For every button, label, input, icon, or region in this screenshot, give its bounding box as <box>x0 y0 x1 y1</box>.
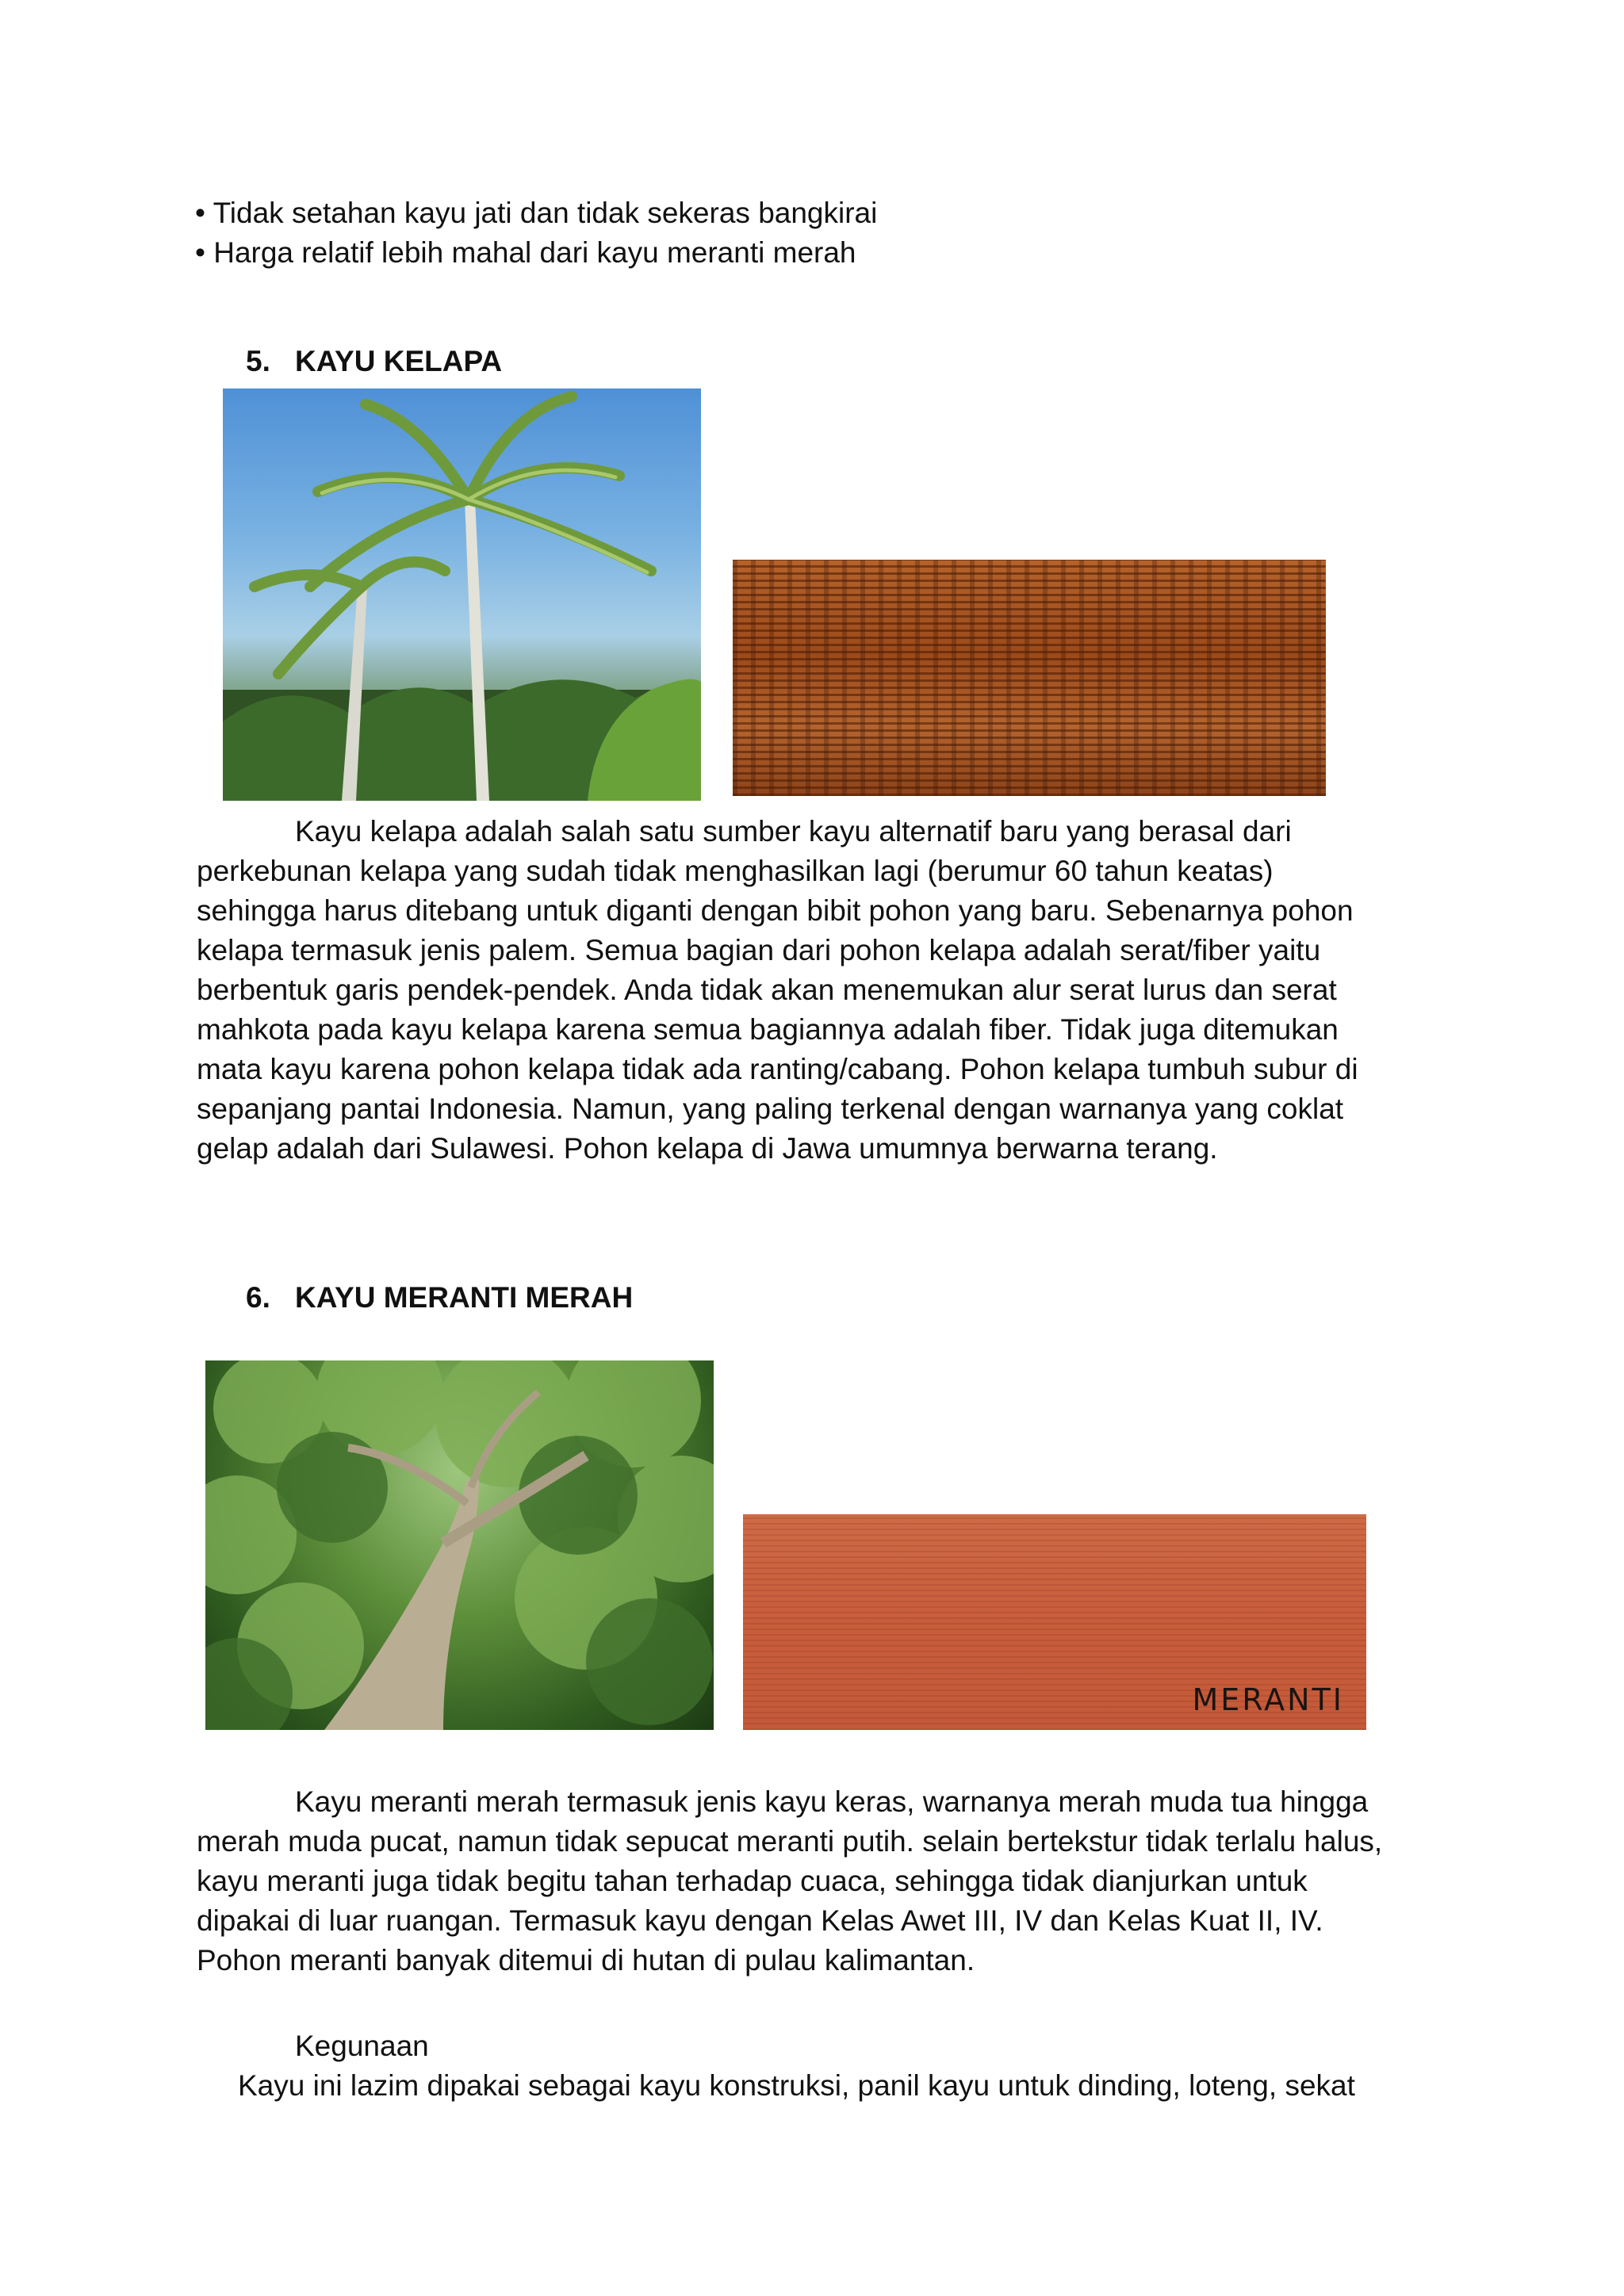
paragraph-line: gelap adalah dari Sulawesi. Pohon kelapa di Jawa umumnya berwarna terang. <box>197 1132 1218 1165</box>
paragraph-line: Pohon meranti banyak ditemui di hutan di pulau kalimantan. <box>197 1944 975 1976</box>
paragraph-line: kayu meranti juga tidak begitu tahan terhadap cuaca, sehingga tidak dianjurkan untuk <box>197 1865 1308 1897</box>
paragraph-line: sehingga harus ditebang untuk diganti dengan bibit pohon yang baru. Sebenarnya pohon <box>197 894 1354 927</box>
paragraph-line: berbentuk garis pendek-pendek. Anda tidak akan menemukan alur serat lurus dan serat <box>197 974 1337 1006</box>
coconut-palm-photo <box>223 388 701 801</box>
section-number: 5. <box>246 345 270 377</box>
section-heading-kayu-meranti-merah <box>246 1278 633 1318</box>
palm-tree-illustration <box>223 388 701 801</box>
paragraph-line: mata kayu karena pohon kelapa tidak ada ranting/cabang. Pohon kelapa tumbuh subur di <box>197 1053 1358 1085</box>
paragraph-line: Kayu kelapa adalah salah satu sumber kayu alternatif baru yang berasal dari <box>295 815 1292 848</box>
section-title: KAYU MERANTI MERAH <box>295 1281 634 1314</box>
section5-paragraph <box>197 812 1434 1169</box>
usage-heading: Kegunaan <box>295 2030 429 2062</box>
paragraph-line: dipakai di luar ruangan. Termasuk kayu dengan Kelas Awet III, IV dan Kelas Kuat II, IV. <box>197 1904 1323 1937</box>
meranti-tree-photo <box>205 1360 714 1730</box>
paragraph-line: sepanjang pantai Indonesia. Namun, yang paling terkenal dengan warnanya yang coklat <box>197 1093 1344 1125</box>
section-heading-kayu-kelapa <box>246 342 502 381</box>
section-title: KAYU KELAPA <box>295 345 503 377</box>
section-number: 6. <box>246 1281 270 1314</box>
paragraph-line: merah muda pucat, namun tidak sepucat meranti putih. selain bertekstur tidak terlalu halus, <box>197 1825 1383 1858</box>
meranti-tree-illustration <box>205 1360 714 1730</box>
usage-line: Kayu ini lazim dipakai sebagai kayu konstruksi, panil kayu untuk dinding, loteng, sekat <box>238 2069 1355 2102</box>
section6-paragraph <box>197 1782 1434 1980</box>
paragraph-line: kelapa termasuk jenis palem. Semua bagian dari pohon kelapa adalah serat/fiber yaitu <box>197 934 1321 966</box>
coconut-wood-texture <box>733 560 1326 796</box>
bullet-item: • Harga relatif lebih mahal dari kayu meranti merah <box>195 236 856 269</box>
paragraph-line: mahkota pada kayu kelapa karena semua bagiannya adalah fiber. Tidak juga ditemukan <box>197 1013 1339 1046</box>
bullet-item: • Tidak setahan kayu jati dan tidak sekeras bangkirai <box>195 197 878 229</box>
meranti-wood-texture <box>743 1514 1366 1730</box>
paragraph-line: Kayu meranti merah termasuk jenis kayu keras, warnanya merah muda tua hingga <box>295 1785 1369 1818</box>
wood-label: MERANTI <box>1192 1682 1344 1717</box>
paragraph-line: perkebunan kelapa yang sudah tidak menghasilkan lagi (berumur 60 tahun keatas) <box>197 855 1274 887</box>
